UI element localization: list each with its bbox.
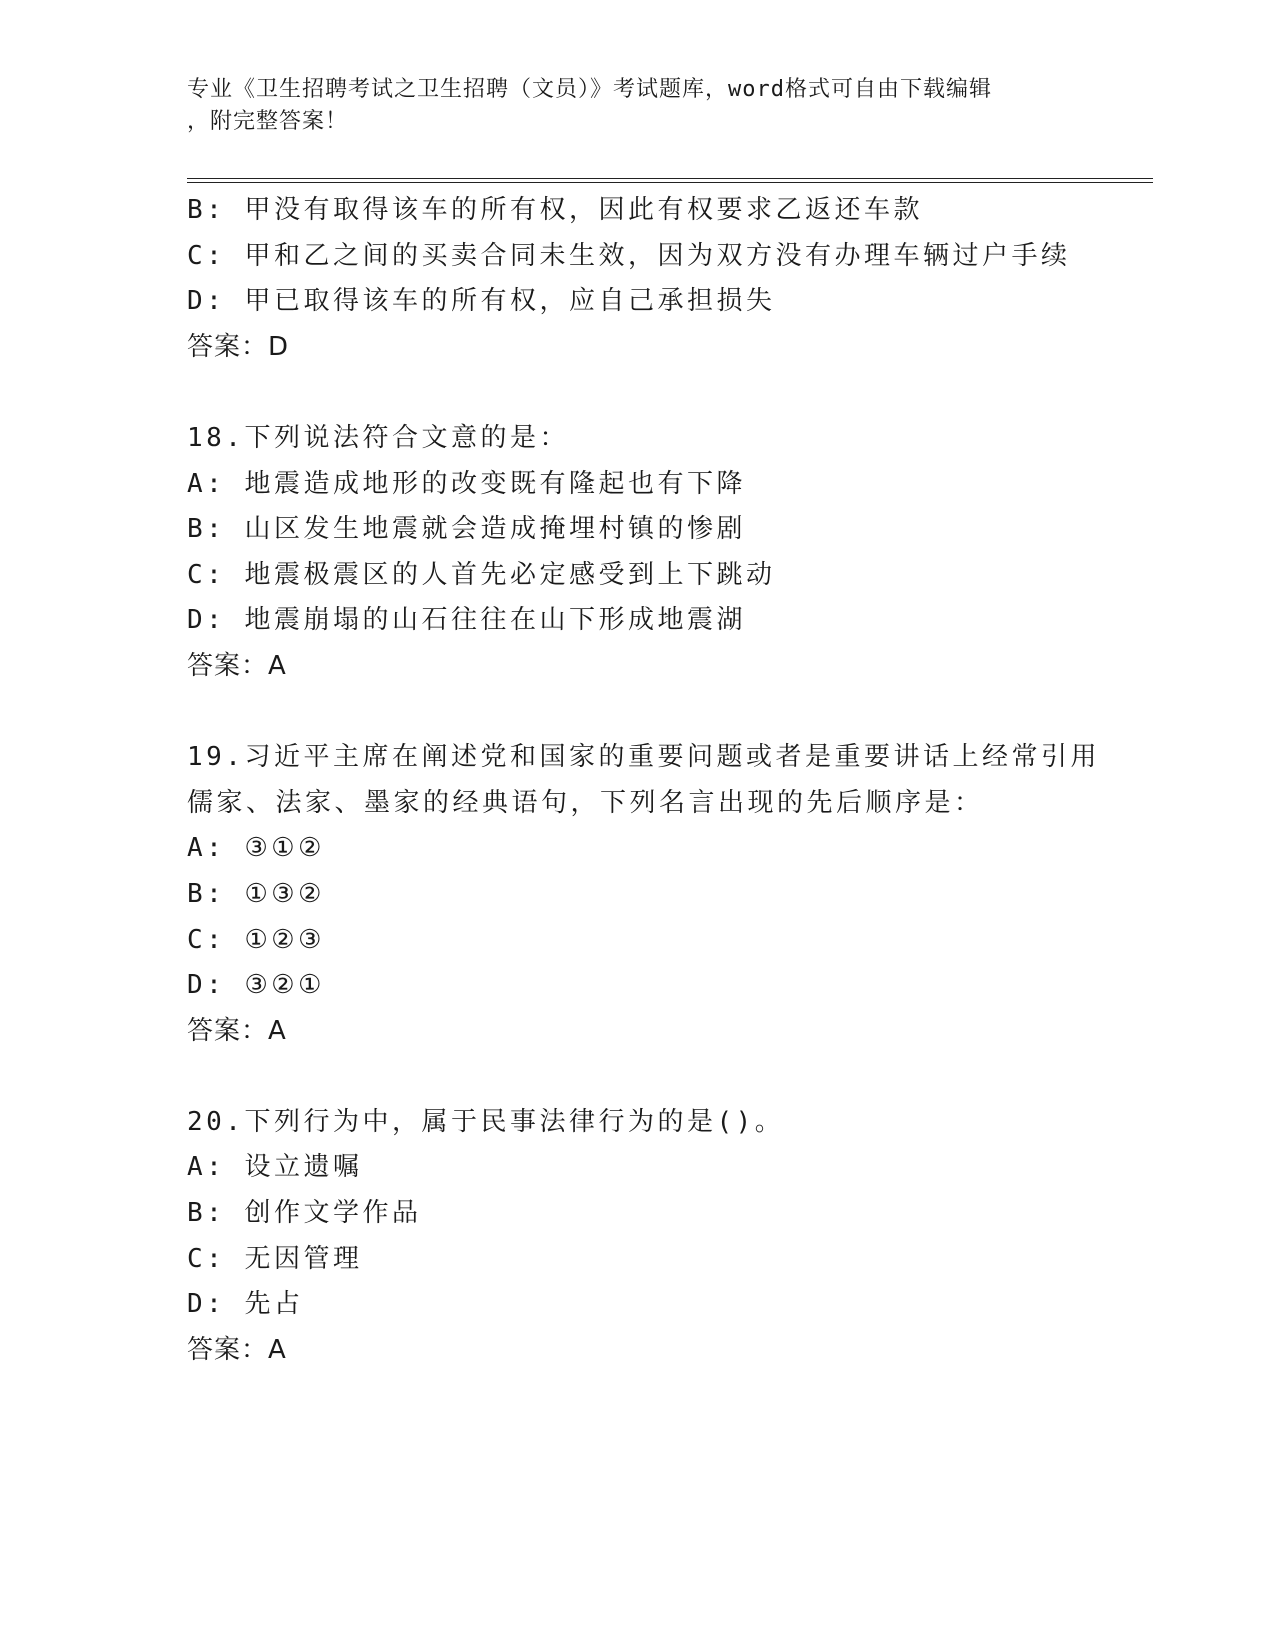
option-b: B: ①③② [187, 878, 325, 909]
header-divider [187, 178, 1153, 183]
option-a: A: 设立遗嘱 [187, 1152, 363, 1183]
question-stem: 18.下列说法符合文意的是： [187, 422, 569, 453]
question-17 [187, 188, 1147, 370]
answer: 答案：A [187, 1015, 287, 1046]
question-19 [187, 735, 1147, 1054]
option-b: B: 创作文学作品 [187, 1198, 422, 1229]
option-a: A: 地震造成地形的改变既有隆起也有下降 [187, 468, 746, 499]
question-stem: 20.下列行为中，属于民事法律行为的是()。 [187, 1106, 785, 1137]
spacer [187, 690, 1147, 736]
option-d: D: 地震崩塌的山石往往在山下形成地震湖 [187, 605, 746, 636]
option-c: C: 无因管理 [187, 1243, 363, 1274]
option-a: A: ③①② [187, 833, 325, 864]
option-b: B: 甲没有取得该车的所有权，因此有权要求乙返还车款 [187, 195, 923, 225]
answer: 答案：A [187, 650, 287, 681]
document-header [187, 74, 1087, 138]
answer: 答案：A [187, 1334, 287, 1365]
option-d: D: ③②① [187, 970, 325, 1001]
question-list [187, 188, 1147, 1373]
option-b: B: 山区发生地震就会造成掩埋村镇的惨剧 [187, 514, 746, 545]
option-c: C: ①②③ [187, 924, 325, 955]
header-line-1: 专业《卫生招聘考试之卫生招聘（文员）》考试题库，word格式可自由下载编辑 [187, 77, 992, 102]
question-20 [187, 1100, 1147, 1374]
option-c: C: 地震极震区的人首先必定感受到上下跳动 [187, 559, 776, 590]
answer: 答案：D [187, 331, 290, 362]
spacer [187, 370, 1147, 416]
question-stem-line-1: 19.习近平主席在阐述党和国家的重要问题或者是重要讲话上经常引用 [187, 742, 1100, 773]
header-line-2: ，附完整答案！ [187, 109, 349, 134]
option-d: D: 先占 [187, 1289, 304, 1320]
option-d: D: 甲已取得该车的所有权，应自己承担损失 [187, 286, 776, 317]
question-stem-line-2: 儒家、法家、墨家的经典语句，下列名言出现的先后顺序是： [187, 787, 984, 818]
question-18 [187, 416, 1147, 690]
option-c: C: 甲和乙之间的买卖合同未生效，因为双方没有办理车辆过户手续 [187, 240, 1071, 271]
spacer [187, 1054, 1147, 1100]
